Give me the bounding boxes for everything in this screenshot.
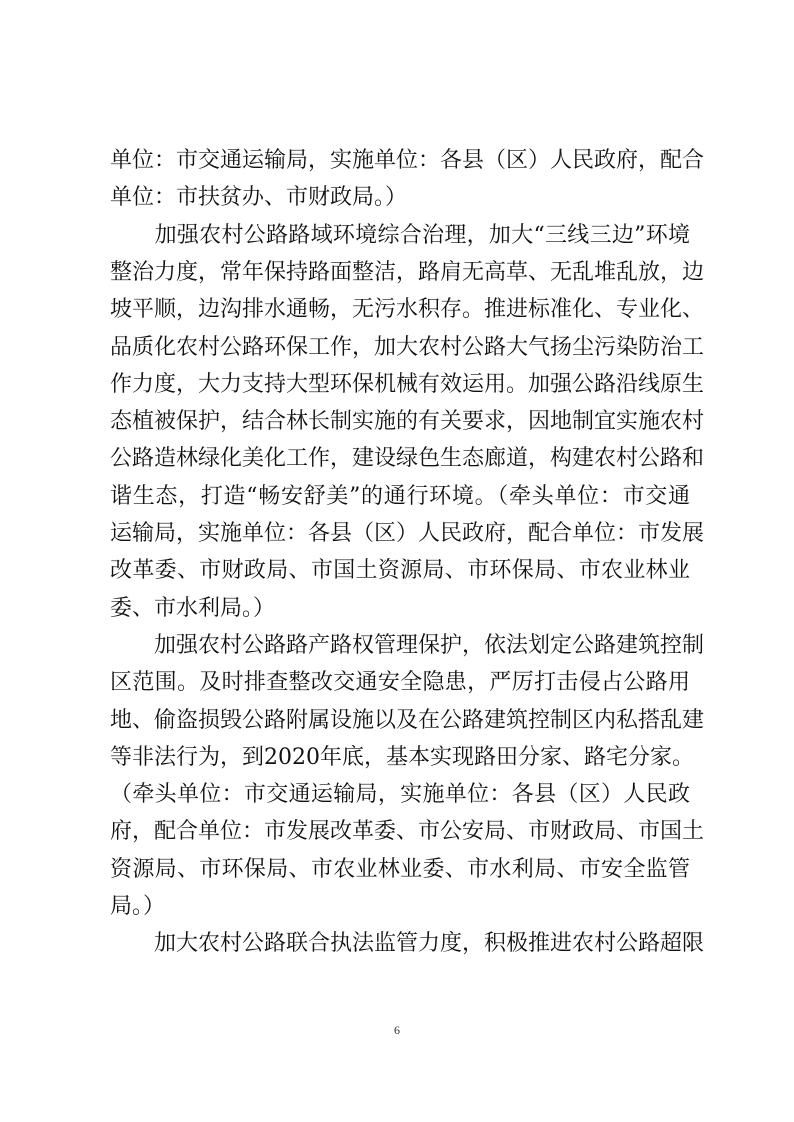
- text-line: （牵头单位：市交通运输局，实施单位：各县（区）人民政: [110, 782, 690, 807]
- text-line: 等非法行为，到2020年底，基本实现路田分家、路宅分家。: [110, 745, 694, 770]
- text-line: 品质化农村公路环保工作，加大农村公路大气扬尘污染防治工: [110, 335, 705, 360]
- text-line: 单位：市交通运输局，实施单位：各县（区）人民政府，配合: [110, 148, 705, 173]
- text-line: 加大农村公路联合执法监管力度，积极推进农村公路超限: [110, 931, 705, 956]
- text-line: 资源局、市环保局、市农业林业委、市水利局、市安全监管: [110, 857, 690, 882]
- text-line: 改革委、市财政局、市国土资源局、市环保局、市农业林业: [110, 558, 690, 583]
- text-line: 公路造林绿化美化工作，建设绿色生态廊道，构建农村公路和: [110, 446, 705, 471]
- text-line: 谐生态，打造“畅安舒美”的通行环境。（牵头单位：市交通: [110, 484, 690, 509]
- text-line: 加强农村公路路产路权管理保护，依法划定公路建筑控制: [110, 633, 705, 658]
- text-line: 局。）: [110, 894, 166, 919]
- text-line: 整治力度，常年保持路面整洁，路肩无高草、无乱堆乱放，边: [110, 260, 705, 285]
- text-line: 单位：市扶贫办、市财政局。）: [110, 185, 408, 210]
- text-line: 作力度，大力支持大型环保机械有效运用。加强公路沿线原生: [110, 372, 705, 397]
- text-line: 态植被保护，结合林长制实施的有关要求，因地制宜实施农村: [110, 409, 705, 434]
- text-line: 府，配合单位：市发展改革委、市公安局、市财政局、市国土: [110, 819, 705, 844]
- text-line: 运输局，实施单位：各县（区）人民政府，配合单位：市发展: [110, 521, 705, 546]
- text-line: 加强农村公路路域环境综合治理，加大“三线三边”环境: [110, 223, 690, 248]
- text-line: 坡平顺，边沟排水通畅，无污水积存。推进标准化、专业化、: [110, 297, 705, 322]
- text-line: 地、偷盗损毁公路附属设施以及在公路建筑控制区内私搭乱建: [110, 708, 705, 733]
- text-line: 委、市水利局。）: [110, 596, 276, 621]
- text-line: 区范围。及时排查整改交通安全隐患，严厉打击侵占公路用: [110, 670, 690, 695]
- page-number: 6: [394, 1023, 400, 1037]
